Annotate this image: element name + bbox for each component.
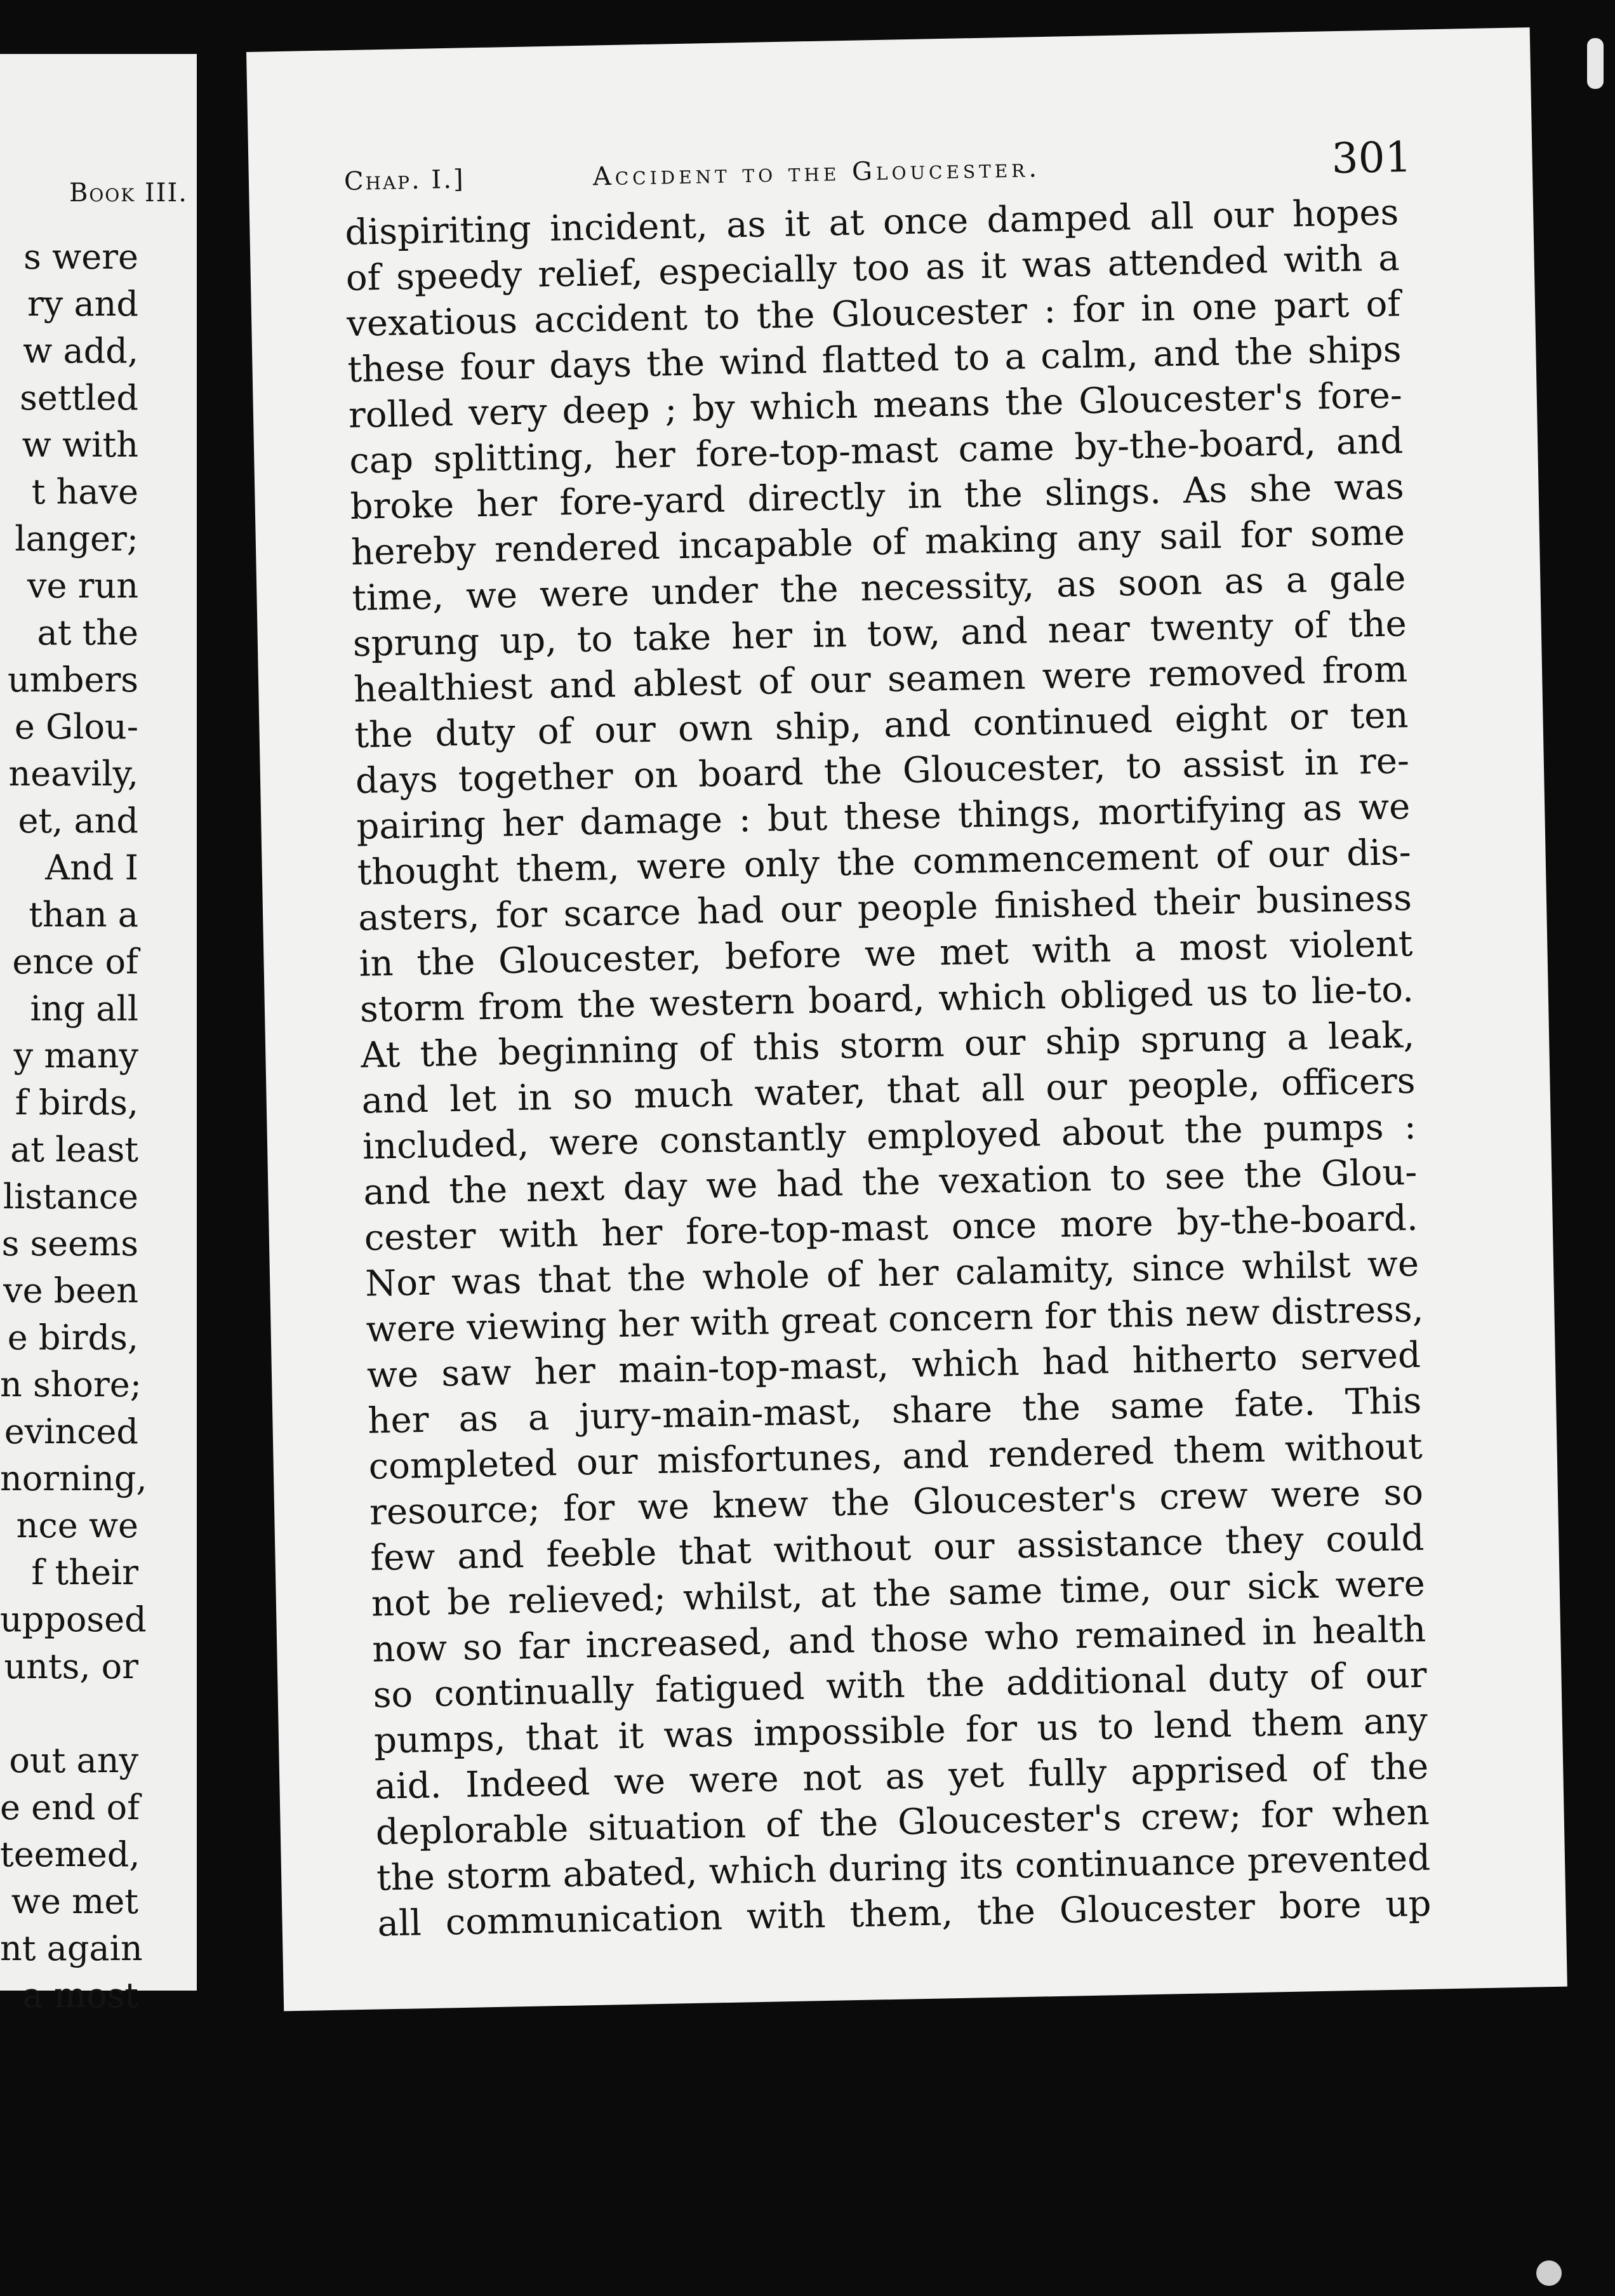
left-page-line: f their [31,1552,138,1592]
text-line: all communication with them, the Gloucester bore up [377,1883,1432,1945]
left-page-line: t have [31,472,138,512]
text-line: few and feeble that without our assistance they could [369,1517,1425,1579]
text-line: now so far increased, and those who remained in health [371,1608,1426,1671]
text-line: these four days the wind flatted to a calm, and the ships [347,329,1402,391]
text-line: broke her fore-yard directly in the slings. As she was [350,466,1405,528]
left-page-line: neavily, [8,754,138,794]
left-page-line: y many [13,1036,138,1076]
text-line: thought them, were only the commencement of our dis- [357,832,1412,893]
text-line: included, were constantly employed about the pumps : [362,1105,1417,1168]
left-page-line: w with [22,425,138,465]
left-page-line: evinced [4,1412,138,1452]
left-page-line: listance [3,1177,138,1217]
text-line: of speedy relief, especially too as it was attended with a [345,237,1400,300]
left-page-line: n shore; [0,1365,142,1405]
text-line: in the Gloucester, before we met with a most violent [358,923,1413,985]
left-page-line: settled [20,378,138,418]
left-page-line: ve been [3,1271,138,1311]
text-line: the storm abated, which during its continuance prevented [376,1837,1431,1899]
text-line: days together on board the Gloucester, to assist in re- [355,740,1410,802]
text-line: so continually fatigued with the additional duty of our [373,1654,1428,1716]
left-page-line: out any [9,1740,138,1780]
text-line: storm from the western board, which obliged us to lie-to. [359,968,1414,1031]
text-line: sprung up, to take her in tow, and near twenty of the [352,603,1407,665]
left-page-line: e Glou- [14,707,138,747]
text-line: cap splitting, her fore-top-mast came by-the-board, and [349,420,1404,482]
body-text [345,190,1432,1947]
text-line: were viewing her with great concern for this new distress, [366,1288,1424,1351]
left-page-line: than a [29,895,138,935]
right-page [246,27,1567,2011]
text-line: resource; for we knew the Gloucester's crew were so [369,1471,1424,1533]
text-line: pumps, that it was impossible for us to lend them any [373,1700,1428,1762]
text-line: hereby rendered incapable of making any sail for some [350,512,1406,573]
text-line: At the beginning of this storm our ship sprung a leak, [360,1014,1415,1076]
page-number: 301 [1331,132,1412,184]
left-page-header: Book III. [69,178,188,208]
text-line: her as a jury-main-mast, share the same fate. This [367,1380,1422,1442]
left-page-line: ry and [27,284,138,324]
left-page-line: ence of [12,942,138,982]
left-page-line: a most [22,1975,138,2015]
text-line: pairing her damage : but these things, mortifying as we [356,786,1411,848]
left-page-line: langer; [15,519,138,559]
left-page-line: upposed [0,1599,147,1639]
text-line: and let in so much water, that all our people, officers [361,1060,1416,1122]
text-line: the duty of our own ship, and continued eight or ten [354,695,1409,756]
text-line: not be relieved; whilst, at the same time, our sick were [371,1563,1426,1625]
left-page-line: at the [37,613,138,653]
left-page-line: we met [11,1881,138,1921]
margin-speck [1536,2260,1562,2286]
text-line: deplorable situation of the Gloucester's crew; for when [375,1791,1430,1853]
left-page-line: umbers [7,660,138,700]
text-line: aid. Indeed we were not as yet fully apprised of the [374,1745,1429,1808]
text-line: Nor was that the whole of her calamity, since whilst we [364,1243,1419,1305]
text-line: rolled very deep ; by which means the Gloucester's fore- [348,375,1403,437]
text-line: we saw her main-top-mast, which had hitherto served [366,1334,1421,1396]
text-line: dispiriting incident, as it at once damped all our hopes [344,192,1399,254]
left-page-line: w add, [23,331,138,371]
text-line: cester with her fore-top-mast once more by-the-board. [364,1197,1419,1259]
left-page-line: e end of [0,1787,140,1827]
text-line: time, we were under the necessity, as soon as a gale [351,557,1406,619]
left-page-line: norning, [0,1458,147,1498]
left-page-line: nce we [16,1505,138,1545]
text-line: completed our misfortunes, and rendered them without [368,1425,1423,1488]
text-line: healthiest and ablest of our seamen were removed from [353,649,1408,711]
left-page-line: s seems [1,1224,138,1264]
text-line: vexatious accident to the Gloucester : for in one part of [346,283,1401,345]
running-title: Accident to the Gloucester. [592,154,1041,192]
chapter-label: Chap. I.] [343,164,465,197]
left-page-fragment [0,54,197,2015]
left-page-line: s were [23,237,138,277]
left-page-line: ing all [30,989,138,1029]
left-page-line: ve run [27,566,138,606]
left-page-line: unts, or [4,1646,138,1686]
left-page-line: teemed, [0,1834,140,1874]
left-page-line: et, and [18,801,138,841]
left-page-line: nt again [0,1928,143,1968]
left-page-line: f birds, [15,1083,138,1123]
left-page-line: e birds, [7,1318,138,1358]
text-line: and the next day we had the vexation to see the Glou- [362,1151,1418,1213]
left-page-line: And I [45,848,138,888]
left-page-line: at least [10,1130,138,1170]
margin-speck [1587,38,1604,89]
text-line: asters, for scarce had our people finished their business [357,878,1412,939]
